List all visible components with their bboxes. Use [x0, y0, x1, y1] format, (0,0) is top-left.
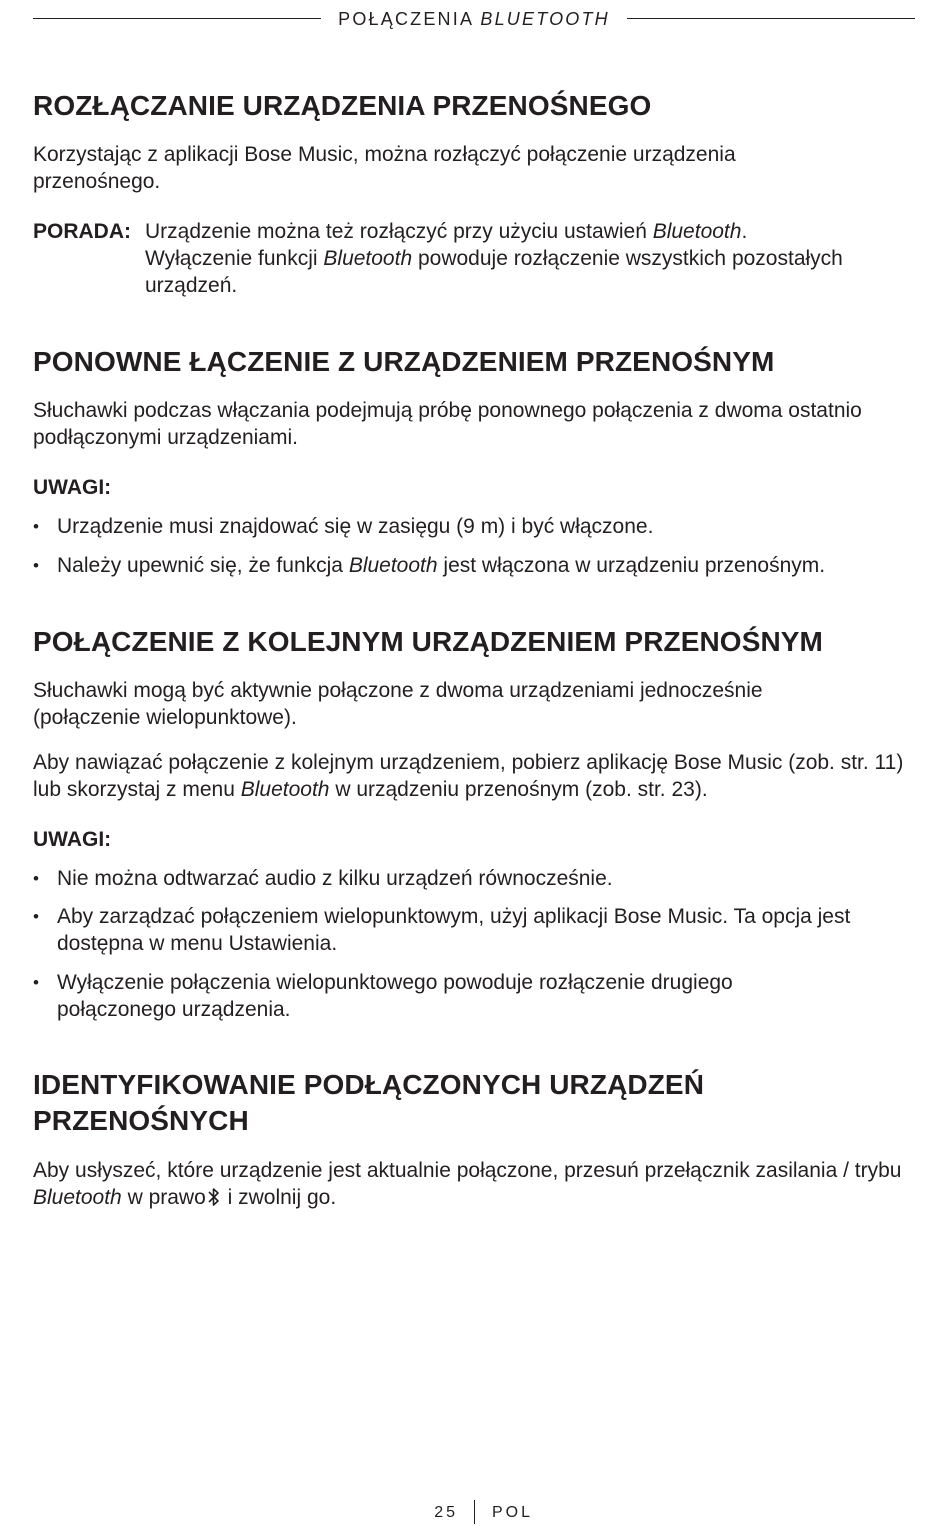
list-item-text-italic: Bluetooth: [348, 554, 438, 577]
bullet-dot: •: [33, 517, 39, 536]
list-item-text: [57, 552, 907, 579]
section-paragraph: Korzystając z aplikacji Bose Music, można rozłączyć połączenie urządzenia przenośnego.: [33, 143, 736, 193]
section-paragraph: Słuchawki mogą być aktywnie połączone z dwoma urządzeniami jednocześnie (połączenie wielopunktowe).: [33, 679, 763, 729]
tip-label: PORADA:: [33, 220, 131, 243]
section-paragraph: [33, 1157, 918, 1214]
tip-text-part: Urządzenie można też rozłączyć przy użyciu ustawień: [145, 220, 653, 243]
header-rule-right: [627, 18, 915, 19]
list-item-text-part: jest włączona w urządzeniu przenośnym.: [437, 554, 826, 577]
list-item-text-part: Należy upewnić się, że funkcja: [57, 554, 349, 577]
list-item-text: Aby zarządzać połączeniem wielopunktowym, użyj aplikacji Bose Music. Ta opcja jest dostępna w menu Ustawienia.: [57, 905, 851, 955]
tip-text: [145, 218, 845, 299]
section-paragraph: Słuchawki podczas włączania podejmują próbę ponownego połączenia z dwoma ostatnio podłączonymi urządzeniami.: [33, 399, 862, 449]
section-heading-another-device: POŁĄCZENIE Z KOLEJNYM URZĄDZENIEM PRZENOŚNYM: [33, 626, 823, 657]
page-header: [33, 6, 915, 32]
paragraph-part: i zwolnij go.: [221, 1186, 337, 1209]
header-title: [331, 6, 617, 32]
paragraph-part: w prawo: [121, 1186, 206, 1209]
header-title-text: POŁĄCZENIA: [338, 9, 481, 29]
footer-language: POL: [492, 1504, 534, 1521]
page-number: 25: [434, 1504, 458, 1521]
list-item-text: Nie można odtwarzać audio z kilku urządzeń równocześnie.: [57, 867, 613, 890]
section-paragraph: [33, 749, 913, 803]
header-title-italic: BLUETOOTH: [480, 9, 610, 29]
tip-text-italic: Bluetooth: [652, 220, 742, 243]
tip-text-italic: Bluetooth: [323, 247, 413, 270]
paragraph-part: w urządzeniu przenośnym (zob. str. 23).: [329, 778, 708, 801]
paragraph-italic: Bluetooth: [33, 1186, 122, 1209]
tip-text-part: . Wyłączenie funkcji: [145, 220, 748, 270]
bullet-dot: •: [33, 907, 39, 926]
bluetooth-icon: [208, 1187, 220, 1214]
bullet-dot: •: [33, 973, 39, 992]
header-rule-left: [33, 18, 321, 19]
footer-divider: [474, 1500, 475, 1524]
paragraph-part: Aby nawiązać połączenie z kolejnym urządzeniem, pobierz aplikację Bose Music (zob. str. 11) lub skorzystaj z menu: [33, 751, 904, 801]
list-item-text: Wyłączenie połączenia wielopunktowego powoduje rozłączenie drugiego połączonego urządzenia.: [57, 971, 733, 1021]
tip-block: [33, 218, 913, 308]
paragraph-part: Aby usłyszeć, które urządzenie jest aktualnie połączone, przesuń przełącznik zasilania / trybu: [33, 1159, 902, 1182]
page-footer: [0, 1500, 950, 1526]
notes-label: UWAGI:: [33, 828, 112, 851]
paragraph-italic: Bluetooth: [240, 778, 330, 801]
section-heading-disconnect: ROZŁĄCZANIE URZĄDZENIA PRZENOŚNEGO: [33, 90, 652, 121]
tip-text-part: powoduje rozłączenie wszystkich pozostałych urządzeń.: [145, 247, 843, 297]
list-item-text: Urządzenie musi znajdować się w zasięgu (9 m) i być włączone.: [57, 515, 654, 538]
bullet-dot: •: [33, 869, 39, 888]
bullet-dot: •: [33, 556, 39, 575]
section-heading-reconnect: PONOWNE ŁĄCZENIE Z URZĄDZENIEM PRZENOŚNYM: [33, 346, 775, 377]
section-heading-identify: IDENTYFIKOWANIE PODŁĄCZONYCH URZĄDZEŃ PRZENOŚNYCH: [33, 1069, 705, 1136]
notes-label: UWAGI:: [33, 476, 112, 499]
